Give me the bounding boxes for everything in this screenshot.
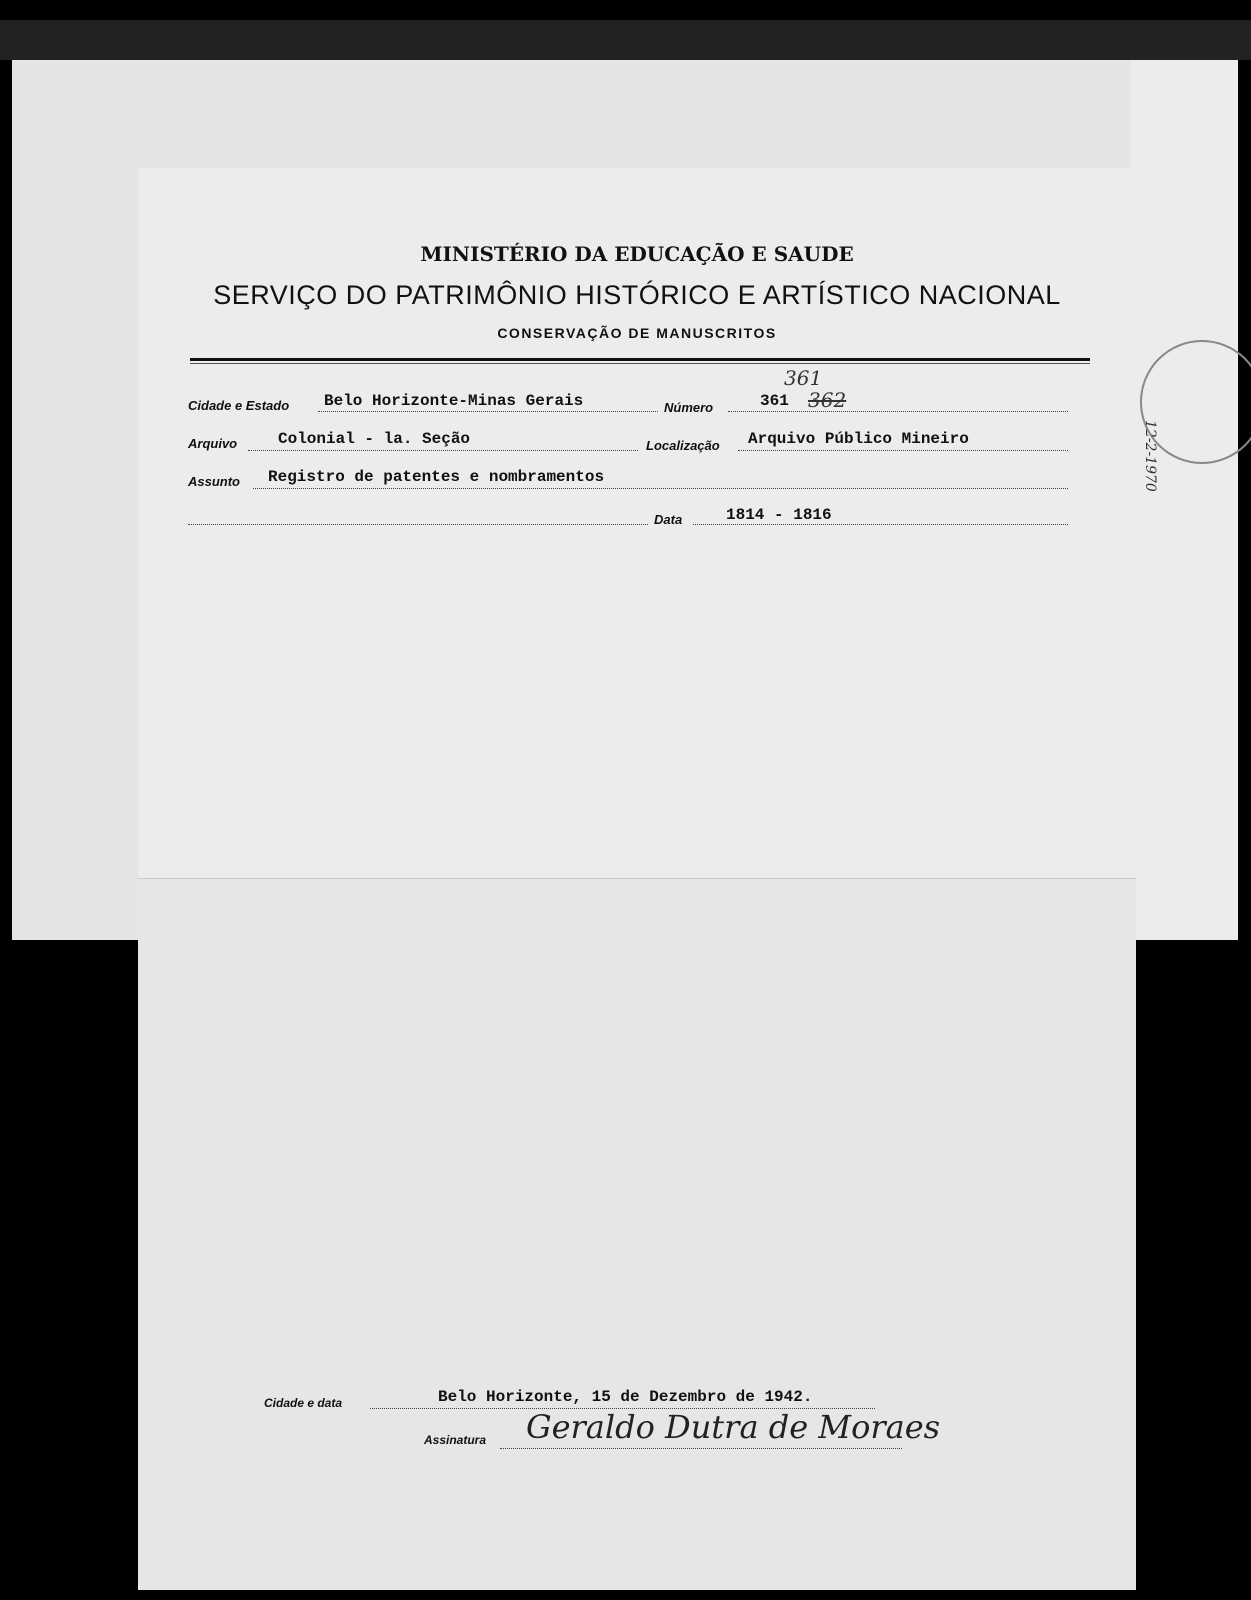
date-label: Data [654, 512, 683, 527]
section-heading: CONSERVAÇÃO DE MANUSCRITOS [497, 325, 777, 341]
back-sheet-margin [1130, 60, 1238, 940]
date-line [693, 524, 1068, 525]
archive-label: Arquivo [188, 436, 238, 451]
subject-value: Registro de patentes e nombramentos [268, 468, 605, 486]
subject-line [253, 488, 1068, 489]
number-struck: 362 [808, 388, 847, 412]
service-heading: SERVIÇO DO PATRIMÔNIO HISTÓRICO E ARTÍSTICO NACIONAL [213, 280, 1061, 310]
card-lower-half [138, 878, 1136, 1590]
location-value: Arquivo Público Mineiro [748, 430, 969, 448]
archive-line [248, 450, 638, 451]
signature-line [500, 1448, 902, 1449]
location-label: Localização [646, 438, 720, 453]
number-value: 361 [760, 392, 789, 410]
card-fold [138, 878, 1136, 879]
signature-label: Assinatura [424, 1433, 487, 1447]
number-line [728, 411, 1068, 412]
back-folder-edge [0, 20, 1251, 60]
city-state-label: Cidade e Estado [188, 398, 290, 413]
location-line [738, 450, 1068, 451]
ministry-heading: MINISTÉRIO DA EDUCAÇÃO E SAUDE [420, 242, 854, 266]
manuscript-card [138, 168, 1136, 1590]
number-handwritten: 361 [784, 366, 823, 390]
margin-handwriting: 12-2-1970 [1142, 420, 1158, 492]
archive-value: Colonial - la. Seção [278, 430, 471, 448]
blank-line [188, 524, 648, 525]
handwritten-signature: Geraldo Dutra de Moraes [526, 1408, 941, 1446]
city-date-value: Belo Horizonte, 15 de Dezembro de 1942. [438, 1388, 813, 1406]
header-rule [190, 358, 1090, 361]
city-state-line [318, 411, 658, 412]
city-date-label: Cidade e data [264, 1396, 343, 1410]
number-label: Número [664, 400, 714, 415]
subject-label: Assunto [188, 474, 240, 489]
header-rule-thin [190, 363, 1090, 364]
date-value: 1814 - 1816 [726, 506, 832, 524]
city-state-value: Belo Horizonte-Minas Gerais [324, 392, 584, 410]
